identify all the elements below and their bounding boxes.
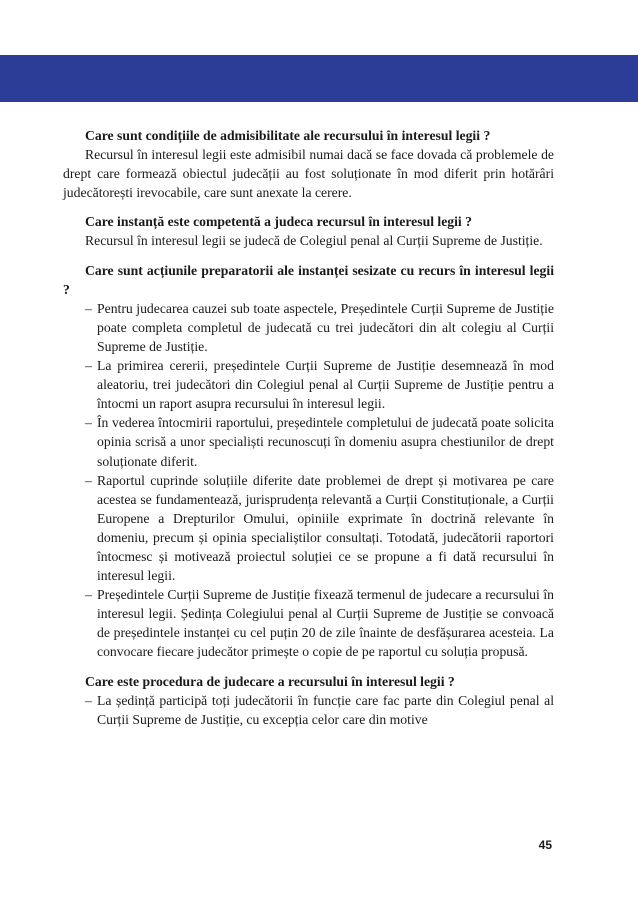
list-item: – La primirea cererii, președintele Curții Supreme de Justiție desemnează în mod aleatoriu, trei judecători din Colegiul penal al Curții Supreme de Justiție pentru a întocmi un raport asupra recursului în interesul legii. <box>85 358 554 412</box>
list-item: – Președintele Curții Supreme de Justiție fixează termenul de judecare a recursului în interesul legii. Ședința Colegiului penal al Curții Supreme de Justiție se convoacă de președintele instanței cu cel puțin 20 de zile înainte de desfășurarea acesteia. La convocare fiecare judecător primește o copie de pe raportul cu soluția propusă. <box>85 587 554 660</box>
answer-admissibility: Recursul în interesul legii este admisibil numai dacă se face dovada că problemele de drept care formează obiectul judecății au fost soluționate în mod diferit prin hotărâri judecătorești irevocabile, care sunt anexate la cerere. <box>63 147 554 201</box>
page-body <box>63 126 554 729</box>
question-competent-court: Care instanță este competentă a judeca recursul în interesul legii ? <box>85 214 473 230</box>
preparatory-actions-list <box>63 299 554 662</box>
question-judgment-procedure: Care este procedura de judecare a recursului în interesul legii ? <box>85 673 455 689</box>
list-item: – Raportul cuprinde soluțiile diferite date problemei de drept și motivarea pe care acestea se fundamentează, jurisprudența relevantă a Curții Constituționale, a Curții Europene a Drepturilor Omului, opiniile exprimate în doctrină relevante în domeniu, precum și opinia specialiștilor consultați. Totodată, judecătorii raportori întocmesc și motivează proiectul soluției ce se propune a fi dată recursului în interesul legii. <box>85 472 554 584</box>
page-number: 45 <box>538 838 552 852</box>
answer-competent-court: Recursul în interesul legii se judecă de Colegiul penal al Curții Supreme de Justiție. <box>85 233 543 249</box>
question-admissibility: Care sunt condițiile de admisibilitate ale recursului în interesul legii ? <box>85 128 491 143</box>
header-band <box>0 55 638 102</box>
question-preparatory-actions: Care sunt acțiunile preparatorii ale instanței sesizate cu recurs în interesul legii ? <box>63 262 554 297</box>
list-item: – La ședință participă toți judecătorii în funcție care fac parte din Colegiul penal al Curții Supreme de Justiție, cu excepția celor care din motive <box>85 692 554 727</box>
judgment-procedure-list <box>63 691 554 729</box>
list-item: – În vederea întocmirii raportului, președintele completului de judecată poate solicita opinia scrisă a unor specialiști recunoscuți în domeniu asupra chestiunilor de drept soluționate diferit. <box>85 415 554 469</box>
list-item: – Pentru judecarea cauzei sub toate aspectele, Președintele Curții Supreme de Justiție poate completa completul de judecată cu trei judecători din alt colegiu al Curții Supreme de Justiție. <box>85 300 554 354</box>
